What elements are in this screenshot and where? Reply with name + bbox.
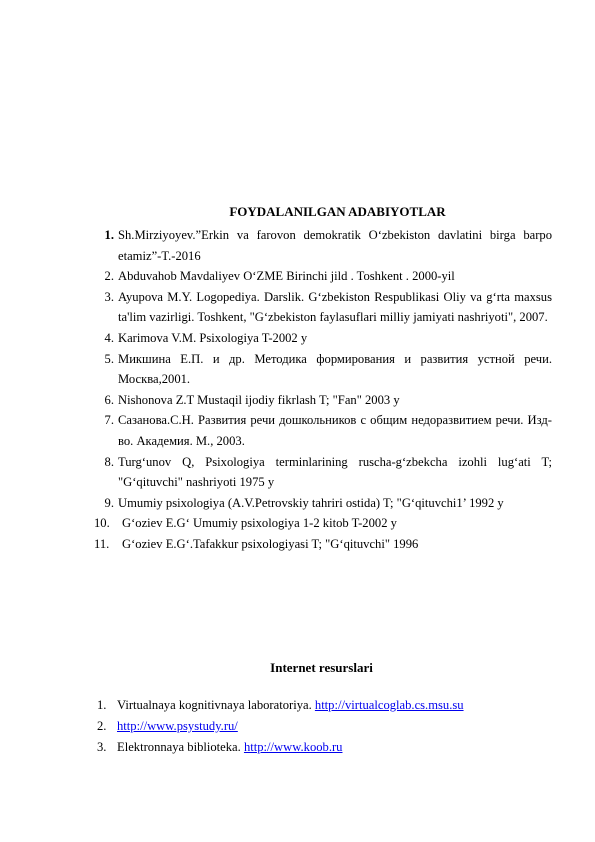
item-number: 8.: [104, 454, 114, 469]
item-text: Nishonova Z.T Mustaqil ijodiy fikrlash T; "Fan" 2003 y: [118, 392, 400, 407]
references-list: [96, 225, 552, 555]
list-item: [96, 287, 552, 328]
internet-resources-list: [97, 695, 557, 758]
item-number: 4.: [104, 330, 114, 345]
item-text: Turg‘unov Q, Psixologiya terminlarining ruscha-g‘zbekcha izohli lug‘ati T; "G‘qituvchi" nashriyoti 1975 y: [118, 454, 552, 490]
item-number: 7.: [104, 413, 114, 428]
list-item: [97, 695, 557, 716]
list-item: [96, 225, 552, 266]
item-text: Ayupova M.Y. Logopediya. Darslik. G‘zbekiston Respublikasi Oliy va g‘rta maxsus ta'lim vazirligi. Toshkent, "G‘zbekiston faylasuflari milliy jamiyati nashriyoti", 2007.: [118, 289, 552, 325]
item-number: 6.: [104, 392, 114, 407]
item-number: 10.: [94, 516, 110, 531]
item-text: Сазанова.С.Н. Развития речи дошкольников с общим недоразвитием речи. Изд-во. Академия. М., 2003.: [118, 413, 552, 448]
list-item: [96, 349, 552, 390]
item-label: Elektronnaya biblioteka.: [117, 740, 244, 754]
item-number: 11.: [94, 536, 110, 551]
item-number: 9.: [104, 495, 114, 510]
item-number: 3.: [104, 289, 114, 304]
list-item: [96, 493, 552, 514]
list-item: [96, 410, 552, 451]
item-label: Virtualnaya kognitivnaya laboratoriya.: [117, 698, 315, 712]
item-number: 3.: [97, 740, 107, 754]
item-text: Abduvahob Mavdaliyev O‘ZME Birinchi jild . Toshkent . 2000-yil: [118, 269, 455, 284]
item-text: G‘oziev E.G‘.Tafakkur psixologiyasi T; "G‘qituvchi" 1996: [122, 536, 419, 551]
list-item: [96, 513, 552, 534]
list-item: [97, 716, 557, 737]
internet-resources-title: Internet resurslari: [270, 660, 373, 675]
item-text: Sh.Mirziyoyev.”Erkin va farovon demokratik O‘zbekiston davlatini birga barpo etamiz”-T.-2016: [118, 228, 552, 263]
list-item: [97, 737, 557, 758]
item-number: 5.: [104, 351, 114, 366]
item-number: 2.: [97, 719, 107, 733]
item-number: 1.: [97, 698, 107, 712]
item-text: G‘oziev E.G‘ Umumiy psixologiya 1-2 kitob T-2002 y: [122, 516, 397, 531]
item-text: Karimova V.M. Psixologiya T-2002 y: [118, 330, 308, 345]
list-item: [96, 328, 552, 349]
list-item: [96, 390, 552, 411]
list-item: [96, 534, 552, 555]
references-title: FOYDALANILGAN ADABIYOTLAR: [229, 204, 446, 219]
item-number: 2.: [104, 269, 114, 284]
item-text: Микшина Е.П. и др. Методика формирования и развития устной речи. Москва,2001.: [118, 351, 552, 387]
item-number: 1.: [104, 228, 114, 242]
list-item: [96, 452, 552, 493]
resource-link[interactable]: http://www.psystudy.ru/: [117, 719, 238, 733]
resource-link[interactable]: http://virtualcoglab.cs.msu.su: [314, 698, 464, 712]
item-text: Umumiy psixologiya (A.V.Petrovskiy tahriri ostida) T; "G‘qituvchi1’ 1992 y: [118, 495, 504, 510]
list-item: [96, 266, 552, 287]
resource-link[interactable]: http://www.koob.ru: [243, 740, 343, 754]
